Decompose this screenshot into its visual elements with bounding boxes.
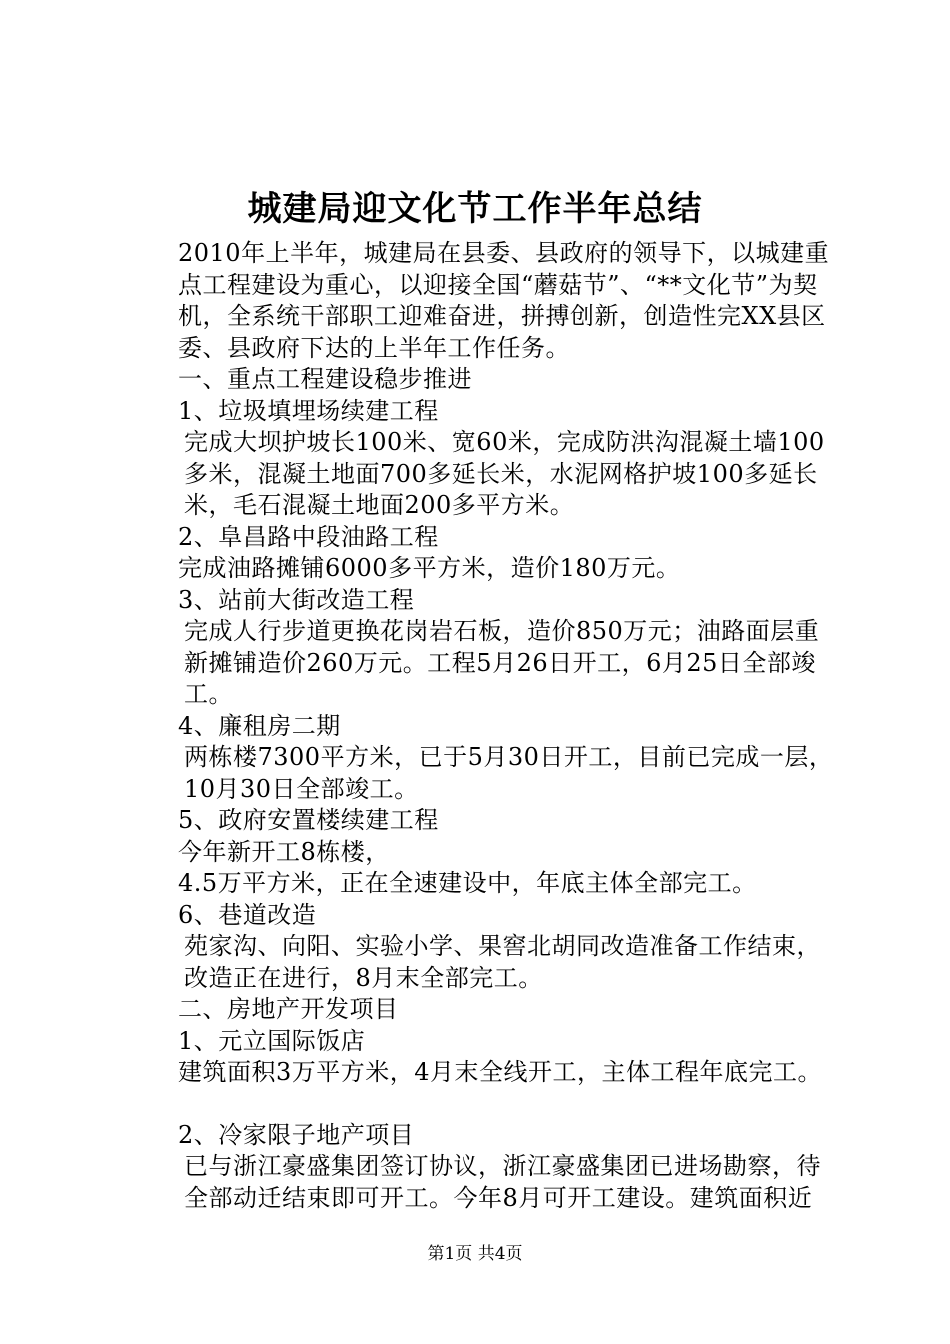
item-heading: 3、站前大街改造工程 [178,585,415,614]
item-heading: 5、政府安置楼续建工程 [178,806,439,834]
section-heading-1: 一、重点工程建设稳步推进 [178,365,472,393]
item-paragraph: 4.5万平方米，正在全速建设中，年底主体全部完工。 [178,869,757,897]
item-heading: 6、巷道改造 [178,900,317,929]
item-heading: 1、垃圾填埋场续建工程 [178,396,439,425]
item-paragraph: 完成大坝护坡长100米、宽60米，完成防洪沟混凝土墙100多米，混凝土地面700多延长米，水泥网格护坡100多延长米，毛石混凝土地面200多平方米。 [184,428,825,519]
item-paragraph: 完成油路摊铺6000多平方米，造价180万元。 [178,554,681,582]
item-paragraph: 完成人行步道更换花岗岩石板，造价850万元；油路面层重新摊铺造价260万元。工程5月26日开工，6月25日全部竣工。 [184,617,820,708]
item-paragraph: 苑家沟、向阳、实验小学、果窖北胡同改造准备工作结束，改造正在进行，8月末全部完工。 [184,932,821,992]
section-heading-2: 二、房地产开发项目 [178,995,399,1023]
document-title: 城建局迎文化节工作半年总结 [247,189,703,229]
item-paragraph: 两栋楼7300平方米，已于5月30日开工，目前已完成一层，10月30日全部竣工。 [184,743,834,803]
item-heading: 4、廉租房二期 [178,711,341,740]
page-number-footer: 第1页 共4页 [427,1244,523,1264]
document-body [130,238,835,1214]
intro-paragraph: 2010年上半年，城建局在县委、县政府的领导下，以城建重点工程建设为重心，以迎接全国“蘑菇节”、“**文化节”为契机，全系统干部职工迎难奋进，拼搏创新，创造性完XX县区委、县政府下达的上半年工作任务。 [178,239,830,362]
paragraph-gap [130,1089,835,1120]
item-paragraph: 已与浙江豪盛集团签订协议，浙江豪盛集团已进场勘察，待全部动迁结束即可开工。今年8月可开工建设。建筑面积近 [184,1152,821,1212]
item-heading: 2、冷家限子地产项目 [178,1120,415,1149]
item-paragraph: 今年新开工8栋楼， [178,837,390,866]
item-heading: 2、阜昌路中段油路工程 [178,522,439,551]
item-heading: 1、元立国际饭店 [178,1026,366,1055]
item-paragraph: 建筑面积3万平方米，4月末全线开工，主体工程年底完工。 [178,1058,823,1086]
